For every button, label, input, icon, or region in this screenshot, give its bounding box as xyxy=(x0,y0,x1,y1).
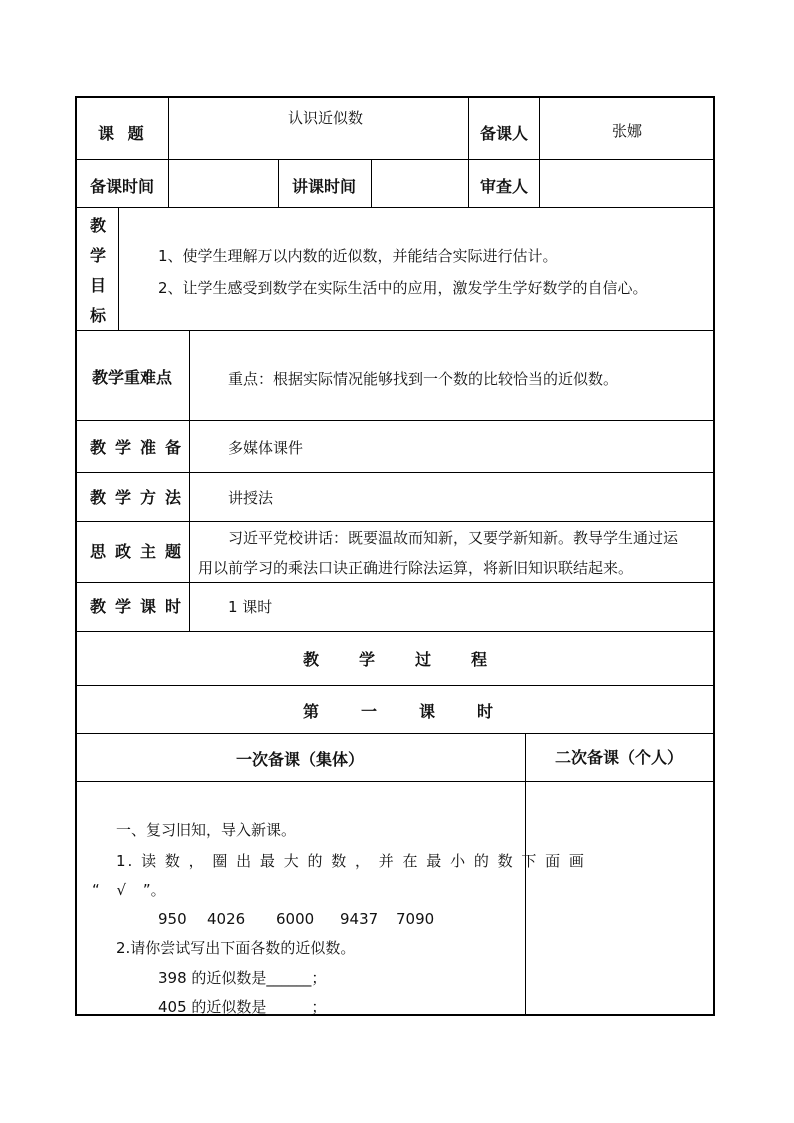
number-item: 9437 xyxy=(340,910,379,928)
key-points-text: 重点：根据实际情况能够找到一个数的比较恰当的近似数。 xyxy=(228,370,619,388)
row-divider xyxy=(77,420,713,421)
number-item: 950 xyxy=(158,910,187,928)
col-divider xyxy=(525,733,526,1016)
ideology-text-line: 用以前学习的乘法口诀正确进行除法运算，将新旧知识联结起来。 xyxy=(198,559,634,577)
key-points-label: 教学重难点 xyxy=(92,368,173,387)
preparer-value: 张娜 xyxy=(612,122,643,140)
question-2-item: 398 的近似数是______； xyxy=(158,969,327,987)
row-divider xyxy=(77,521,713,522)
row-divider xyxy=(77,207,713,208)
objectives-label-char: 目 xyxy=(90,276,107,295)
objective-item: 2、让学生感受到数学在实际生活中的应用，激发学生学好数学的自信心。 xyxy=(158,279,648,297)
topic-value: 认识近似数 xyxy=(288,109,364,127)
reviewer-label: 审查人 xyxy=(480,177,529,196)
preparation-text: 多媒体课件 xyxy=(228,439,304,457)
objectives-label-char: 学 xyxy=(90,246,107,265)
col-divider xyxy=(278,159,279,207)
col-divider xyxy=(539,98,540,207)
method-text: 讲授法 xyxy=(228,489,274,507)
preparation-label: 教学准备 xyxy=(90,438,191,457)
ideology-text-line: 习近平党校讲话：既要温故而知新，又要学新知新。教导学生通过运 xyxy=(228,529,679,547)
second-prep-header: 二次备课（个人） xyxy=(555,748,684,767)
number-item: 4026 xyxy=(207,910,246,928)
row-divider xyxy=(77,685,713,686)
ideology-label: 思政主题 xyxy=(90,542,191,561)
objectives-label-char: 教 xyxy=(90,216,107,235)
process-title: 教学过程 xyxy=(303,650,528,669)
teach-time-label: 讲课时间 xyxy=(292,177,357,196)
question-2: 2.请你尝试写出下面各数的近似数。 xyxy=(116,939,356,957)
objectives-label-char: 标 xyxy=(90,306,107,325)
hours-text: 1 课时 xyxy=(228,598,273,616)
row-divider xyxy=(77,330,713,331)
hours-label: 教学课时 xyxy=(90,597,191,616)
col-divider xyxy=(189,330,190,631)
question-1-line: “ √ ”。 xyxy=(92,881,166,899)
row-divider xyxy=(77,582,713,583)
question-1-line: 1. 读 数 ， 圈 出 最 大 的 数 ， 并 在 最 小 的 数 下 面 画 xyxy=(116,852,586,870)
method-label: 教学方法 xyxy=(90,488,191,507)
col-divider xyxy=(118,207,119,330)
number-item: 6000 xyxy=(276,910,315,928)
number-item: 7090 xyxy=(396,910,435,928)
lesson-title: 第一课时 xyxy=(303,702,536,721)
row-divider xyxy=(77,472,713,473)
section-heading: 一、复习旧知，导入新课。 xyxy=(116,821,297,839)
objective-item: 1、使学生理解万以内数的近似数，并能结合实际进行估计。 xyxy=(158,247,558,265)
col-divider xyxy=(468,98,469,207)
row-divider xyxy=(77,631,713,632)
col-divider xyxy=(168,98,169,207)
row-divider xyxy=(77,159,713,160)
question-2-item: 405 的近似数是______； xyxy=(158,998,327,1016)
prep-time-label: 备课时间 xyxy=(90,177,155,196)
row-divider xyxy=(77,781,713,782)
number-list xyxy=(158,909,434,929)
row-divider xyxy=(77,733,713,734)
topic-label: 课 题 xyxy=(98,124,144,143)
first-prep-header: 一次备课（集体） xyxy=(236,750,365,769)
col-divider xyxy=(371,159,372,207)
preparer-label: 备课人 xyxy=(480,124,529,143)
